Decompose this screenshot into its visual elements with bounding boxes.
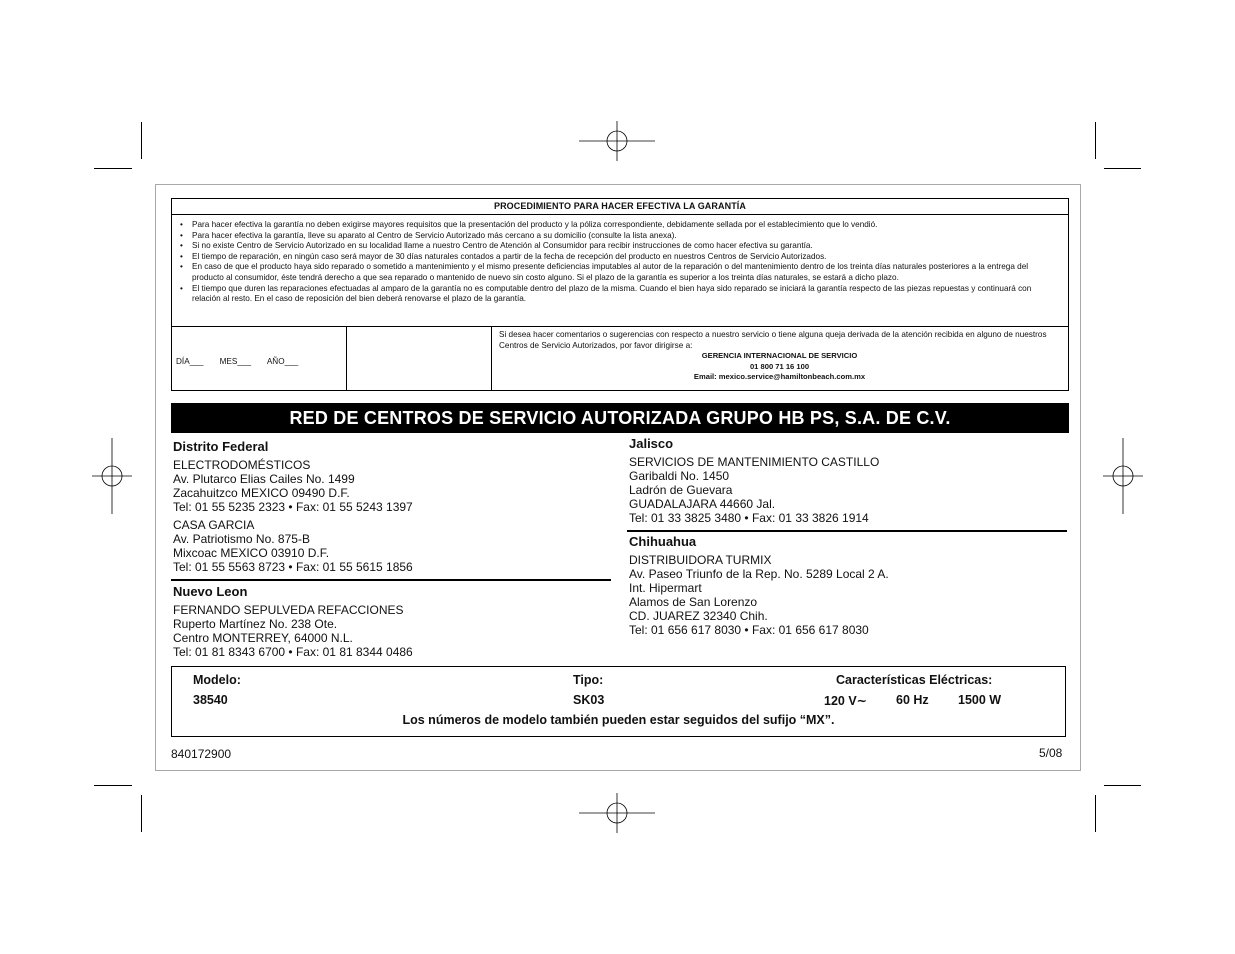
center-address: Av. Patriotismo No. 875-B [173, 532, 310, 546]
month-field[interactable]: MES___ [219, 357, 251, 366]
crop-mark [141, 795, 142, 832]
document-code: 840172900 [171, 747, 232, 761]
center-address: Ruperto Martínez No. 238 Ote. [173, 617, 338, 631]
crop-mark [1104, 785, 1141, 786]
section-title: Distrito Federal [173, 439, 269, 454]
center-name: ELECTRODOMÉSTICOS [173, 458, 311, 472]
divider [171, 579, 611, 581]
section-chihuahua [629, 533, 1069, 637]
voltage-value: 120 V∼ [824, 694, 868, 708]
registration-mark-icon [92, 438, 132, 514]
warranty-heading: PROCEDIMIENTO PARA HACER EFECTIVA LA GARANTÍA [172, 199, 1068, 215]
center-name: SERVICIOS DE MANTENIMIENTO CASTILLO [629, 455, 880, 469]
center-name: DISTRIBUIDORA TURMIX [629, 553, 772, 567]
service-center [173, 458, 613, 514]
day-field[interactable]: DÍA___ [176, 357, 204, 366]
model-value: 38540 [193, 693, 228, 707]
wattage-value: 1500 W [958, 693, 1002, 707]
center-city: Centro MONTERREY, 64000 N.L. [173, 631, 353, 645]
document-date: 5/08 [1039, 746, 1063, 760]
center-phone: Tel: 01 55 5235 2323 • Fax: 01 55 5243 1397 [173, 500, 413, 514]
registration-mark-icon [579, 775, 655, 851]
list-item: • En caso de que el producto haya sido reparado o sometido a mantenimiento y el mismo presente deficiencias imputables al autor de la reparación o del mantenimiento dentro de los treinta días naturales posteriores a la entrega del producto al consumidor, éste tendrá derecho a que sea reparado o mantenido de nuevo sin costo alguno. Si el plazo de la garantía es superior a los treinta días naturales, se estará a dicho plazo. [190, 262, 1060, 283]
list-item: • Para hacer efectiva la garantía no deben exigirse mayores requisitos que la presentación del producto y la póliza correspondiente, debidamente sellada por el establecimiento que lo vendió. [190, 220, 1060, 231]
list-item: • Si no existe Centro de Servicio Autorizado en su localidad llame a nuestro Centro de Atención al Consumidor para recibir instrucciones de como hacer efectiva su garantía. [190, 241, 1060, 252]
contact-phone: 01 800 71 16 100 [749, 361, 810, 371]
registration-mark-icon [579, 103, 655, 179]
center-phone: Tel: 01 55 5563 8723 • Fax: 01 55 5615 1856 [173, 560, 413, 574]
section-distrito-federal [173, 438, 613, 574]
center-address: Garibaldi No. 1450 [629, 469, 730, 483]
center-city: Zacahuitzco MEXICO 09490 D.F. [173, 486, 350, 500]
center-city: Mixcoac MEXICO 03910 D.F. [173, 546, 330, 560]
model-suffix-note: Los números de modelo también pueden estar seguidos del sufijo “MX”. [402, 713, 835, 727]
list-item: • El tiempo que duren las reparaciones efectuadas al amparo de la garantía no es computable dentro del plazo de la misma. Cuando el bien haya sido reparado se iniciará la garantía respecto de las piezas repuestas y continuará con relación al resto. En el caso de reposición del bien deberá renovarse el plazo de la garantía. [190, 284, 1060, 305]
section-title: Nuevo Leon [173, 584, 248, 599]
crop-mark [94, 168, 132, 169]
center-district: Alamos de San Lorenzo [629, 595, 758, 609]
warranty-procedure-table [171, 198, 1069, 391]
model-label: Modelo: [193, 673, 241, 687]
type-label: Tipo: [573, 673, 604, 687]
crop-mark [141, 122, 142, 159]
contact-text: Si desea hacer comentarios o sugerencias con respecto a nuestro servicio o tiene alguna queja derivada de la atención recibida en alguno de nuestros Centros de Servicio Autorizados, por favor dirigirse a: [499, 330, 1047, 350]
type-value: SK03 [573, 693, 605, 707]
center-name: CASA GARCIA [173, 518, 255, 532]
section-jalisco [629, 435, 1069, 525]
electrical-label: Características Eléctricas: [836, 673, 993, 687]
service-center [629, 455, 1069, 525]
registration-mark-icon [1103, 438, 1143, 514]
list-item: • El tiempo de reparación, en ningún caso será mayor de 30 días naturales contados a partir de la fecha de recepción del producto en nuestros Centros de Servicio Autorizados. [190, 252, 1060, 263]
stamp-box [347, 327, 492, 390]
center-mall: Int. Hipermart [629, 581, 702, 595]
center-address: Av. Paseo Triunfo de la Rep. No. 5289 Local 2 A. [629, 567, 889, 581]
center-phone: Tel: 01 81 8343 6700 • Fax: 01 81 8344 0486 [173, 645, 413, 659]
date-fields [172, 327, 347, 390]
center-phone: Tel: 01 656 617 8030 • Fax: 01 656 617 8030 [629, 623, 869, 637]
center-district: Ladrón de Guevara [629, 483, 733, 497]
section-title: Jalisco [629, 436, 674, 451]
section-nuevo-leon [173, 583, 613, 659]
product-spec-box [171, 666, 1066, 737]
crop-mark [94, 785, 132, 786]
center-city: CD. JUAREZ 32340 Chih. [629, 609, 768, 623]
list-item: • Para hacer efectiva la garantía, lleve su aparato al Centro de Servicio Autorizado más cercano a su domicilio (consulte la lista anexa). [190, 231, 1060, 242]
section-title: Chihuahua [629, 534, 697, 549]
center-phone: Tel: 01 33 3825 3480 • Fax: 01 33 3826 1914 [629, 511, 869, 525]
divider [627, 530, 1067, 532]
center-city: GUADALAJARA 44660 Jal. [629, 497, 776, 511]
contact-email: Email: mexico.service@hamiltonbeach.com.mx [693, 372, 866, 382]
year-field[interactable]: AÑO___ [266, 357, 299, 366]
contact-name: GERENCIA INTERNACIONAL DE SERVICIO [701, 351, 858, 361]
service-network-banner: RED DE CENTROS DE SERVICIO AUTORIZADA GRUPO HB PS, S.A. DE C.V. [171, 403, 1069, 433]
crop-mark [1104, 168, 1141, 169]
warranty-list [172, 215, 1068, 327]
center-address: Av. Plutarco Elias Cailes No. 1499 [173, 472, 355, 486]
service-center [173, 518, 613, 574]
center-name: FERNANDO SEPULVEDA REFACCIONES [173, 603, 404, 617]
crop-mark [1095, 122, 1096, 159]
service-center [173, 603, 613, 659]
crop-mark [1095, 795, 1096, 832]
frequency-value: 60 Hz [896, 693, 929, 707]
warranty-bottom-row [172, 327, 1068, 390]
service-center [629, 553, 1069, 637]
service-contact [492, 327, 1068, 390]
